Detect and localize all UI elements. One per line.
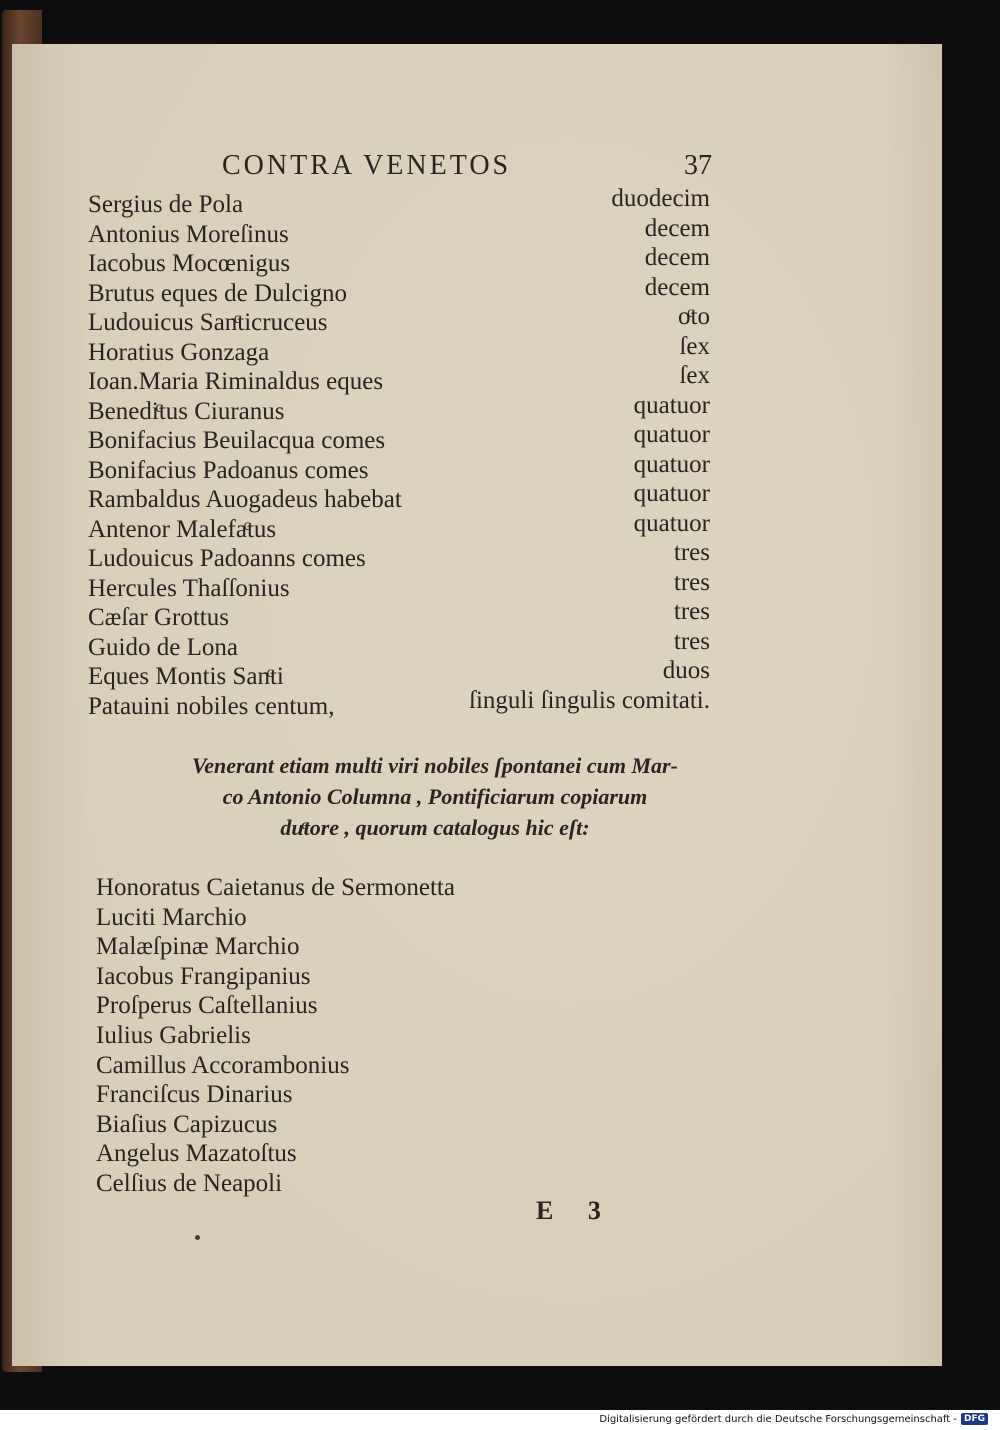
commander-list [88,185,710,721]
person-name: Iacobus Mocœnigus [88,250,291,277]
person-name: Patauini nobiles centum, [88,692,335,720]
troop-count: quatuor [633,421,710,448]
list-item [88,332,710,368]
italic-paragraph [110,750,760,843]
list-item: Malæſpinæ Marchio [96,933,300,961]
troop-count: decem [644,273,710,301]
person-name: Ludouicus Padoanns comes [88,545,366,572]
troop-count: tres [673,539,710,566]
paragraph-line: duͨtore , quorum catalogus hic eſt: [280,815,590,840]
troop-count: tres [673,627,710,655]
troop-count: quatuor [633,480,710,507]
troop-count: tres [673,598,710,625]
person-name: Cæſar Grottus [88,604,229,631]
list-item [88,539,710,574]
running-title: CONTRA VENETOS [222,150,512,181]
troop-count: ſinguli ſingulis comitati. [469,686,710,714]
list-item [88,244,710,279]
list-item: Celſius de Neapoli [96,1169,283,1197]
list-item: Iulius Gabrielis [96,1021,251,1049]
dfg-logo-icon: DFG [961,1413,988,1425]
troop-count: quatuor [633,391,710,419]
person-name: Brutus eques de Dulcigno [88,279,347,307]
list-item: Honoratus Caietanus de Sermonetta [96,874,455,901]
troop-count: quatuor [633,509,710,537]
person-name: Horatius Gonzaga [88,338,270,366]
page-number: 37 [684,150,712,181]
list-item [88,214,710,250]
list-item [88,450,710,486]
list-item [88,686,710,722]
person-name: Eques Montis Sanͨti [88,663,284,690]
troop-count: decem [644,244,710,271]
list-item [88,598,710,633]
list-item: Camillus Accorambonius [96,1051,350,1079]
troop-count: tres [673,568,710,596]
person-name: Antenor Malefaͨtus [88,515,277,543]
list-item: Angelus Mazatoſtus [96,1140,297,1168]
troop-count: ſex [679,332,710,360]
paragraph-line: co Antonio Columna , Pontificiarum copiarum [222,784,648,809]
ink-speck [195,1235,200,1240]
list-item [88,627,710,663]
troop-count: duos [662,657,710,684]
list-item: Proſperus Caſtellanius [96,992,318,1020]
troop-count: oͨto [678,303,710,330]
digitization-footer [599,1413,988,1425]
signature-mark: E 3 [536,1196,615,1225]
person-name: Ioan.Maria Riminaldus eques [88,368,384,395]
person-name: Bonifacius Padoanus comes [88,456,369,484]
paragraph-line: Venerant etiam multi viri nobiles ſpontanei cum Mar- [192,753,678,778]
list-item [88,391,710,427]
person-name: Bonifacius Beuilacqua comes [88,427,386,454]
list-item [88,568,710,604]
list-item [88,273,710,309]
person-name: Rambaldus Auogadeus habebat [88,486,402,513]
list-item: Iacobus Frangipanius [96,962,311,990]
troop-count: ſex [679,362,710,389]
list-item [88,421,710,456]
person-name: Ludouicus Sanͨticruceus [88,309,328,336]
person-name: Guido de Lona [88,633,238,661]
list-item [88,480,710,515]
list-item [88,303,710,338]
list-item: Luciti Marchio [96,903,247,931]
troop-count: quatuor [633,450,710,478]
list-item [88,362,710,397]
person-name: Hercules Thaſſonius [88,574,290,602]
person-name: Sergius de Pola [88,191,244,218]
troop-count: decem [644,214,710,242]
person-name: Antonius Moreſinus [88,220,289,248]
list-item [88,185,710,220]
list-item [88,509,710,545]
noble-list [96,873,596,1199]
list-item: Biaſius Capizucus [96,1110,278,1138]
list-item: Franciſcus Dinarius [96,1081,293,1109]
footer-text: Digitalisierung gefördert durch die Deutsche Forschungsgemeinschaft - [599,1413,957,1425]
person-name: Benediͨtus Ciuranus [88,397,285,425]
troop-count: duodecim [611,185,710,212]
